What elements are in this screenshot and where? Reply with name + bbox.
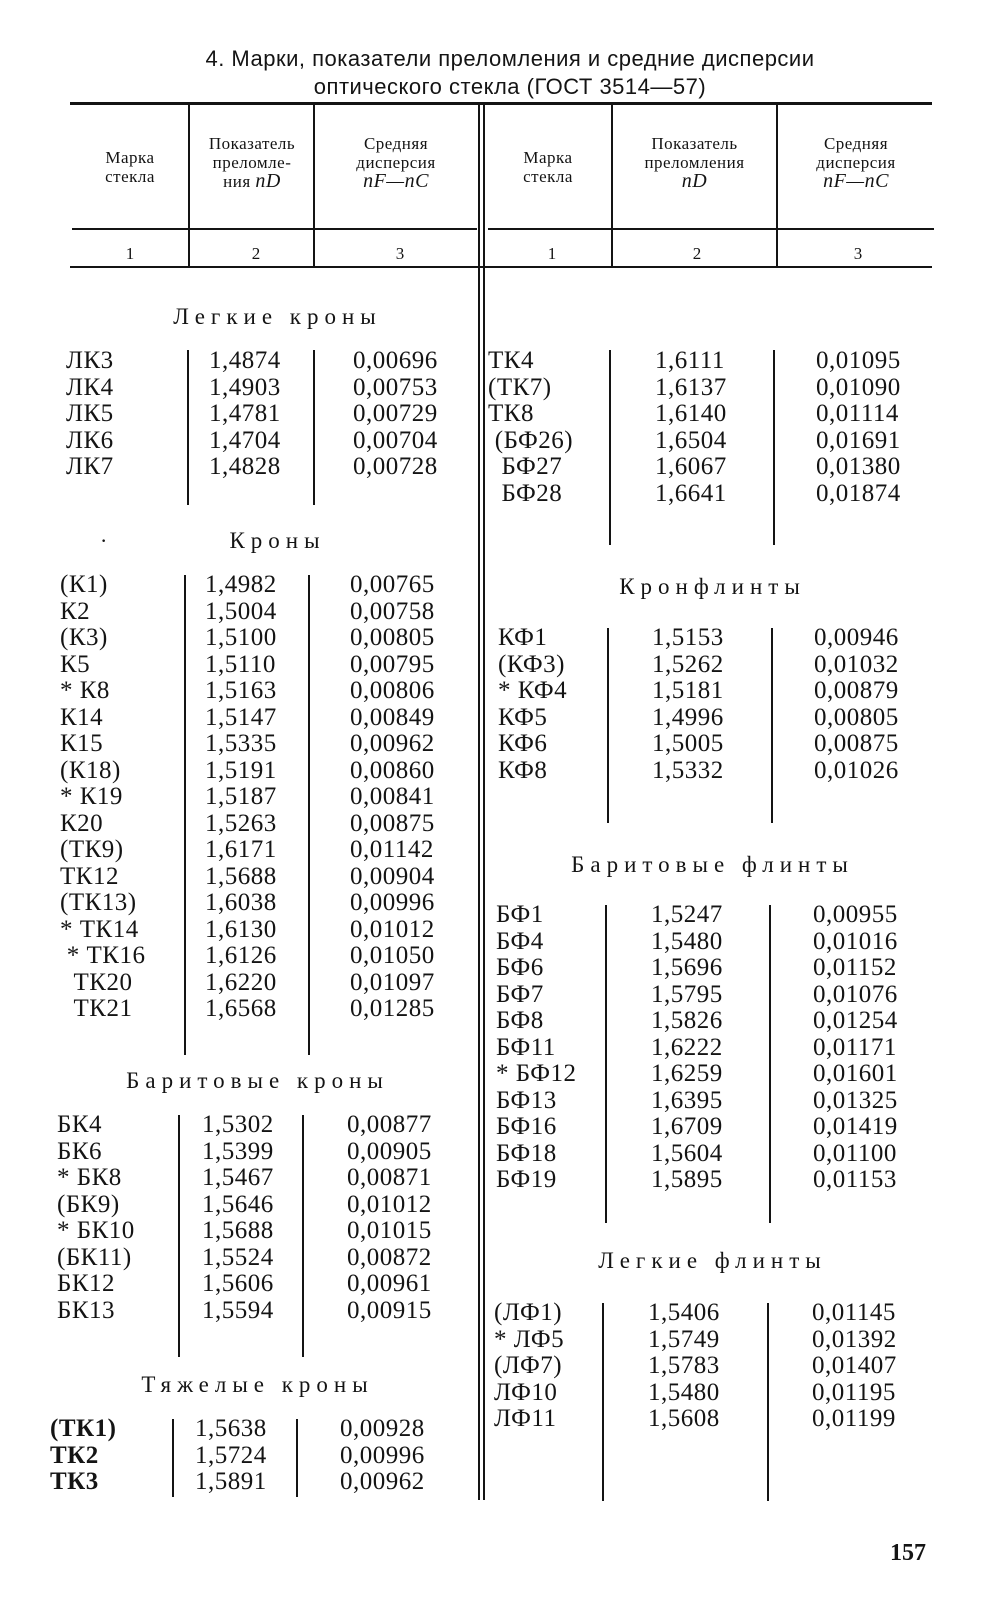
marks-crown-flints	[498, 625, 567, 784]
marks-light-crowns-row: ЛК4	[66, 373, 114, 401]
marks-barite-flints-row: БФ7	[496, 980, 544, 1008]
marks-light-crowns	[66, 348, 114, 481]
disp-crowns-row: 0,00849	[350, 703, 435, 731]
nd-crowns-row: 1,4982	[205, 571, 277, 598]
hdr-index-left	[190, 134, 314, 191]
table-title-line2: оптического стекла (ГОСТ 3514—57)	[313, 74, 707, 99]
hdr-disp-l1: Средняя	[363, 134, 429, 153]
marks-crowns-row: ТК21	[60, 995, 133, 1022]
nd-light-crowns-row: 1,4781	[209, 400, 281, 427]
hdr-mark-r1: Марка	[523, 148, 573, 167]
disp-crown-flints-row: 0,00879	[814, 677, 899, 704]
marks-right-top-row: (БФ26)	[488, 426, 574, 454]
nd-crowns-row: 1,5191	[205, 756, 277, 784]
marks-crown-flints-row: КФ6	[498, 730, 548, 757]
sep-cr-2	[308, 575, 310, 1055]
nd-light-flints	[648, 1300, 720, 1433]
sep-hc-2	[296, 1419, 298, 1497]
disp-crowns-row: 0,01012	[350, 915, 435, 943]
disp-heavy-crowns-row: 0,00928	[340, 1415, 425, 1442]
marks-barite-crowns-row: БК4	[57, 1111, 103, 1138]
disp-barite-flints-row: 0,01016	[813, 927, 898, 955]
nd-right-top-row: 1,6137	[655, 373, 727, 401]
disp-crowns-row: 0,00765	[350, 571, 435, 598]
marks-light-flints-row: ЛФ11	[494, 1405, 557, 1432]
disp-crowns-row: 0,01050	[350, 942, 435, 969]
marks-barite-flints-row: * БФ12	[496, 1060, 577, 1087]
nd-barite-flints-row: 1,5826	[651, 1007, 723, 1034]
nd-light-crowns-row: 1,4874	[209, 347, 281, 374]
disp-right-top-row: 0,01691	[816, 426, 901, 454]
sep-bc-1	[178, 1115, 180, 1357]
disp-crowns-row: 0,00758	[350, 597, 435, 625]
nd-crown-flints-row: 1,5181	[652, 677, 724, 704]
disp-barite-flints-row: 0,01152	[813, 954, 897, 981]
section-crown-flints: Кронфлинты	[619, 574, 806, 599]
disp-crowns-row: 0,01285	[350, 995, 435, 1022]
disp-crowns	[350, 572, 435, 1023]
nd-barite-crowns-row: 1,5524	[202, 1243, 274, 1271]
hdr-index-l3: ния	[223, 172, 251, 191]
nd-barite-flints-row: 1,5696	[651, 954, 723, 981]
disp-crowns-row: 0,00805	[350, 624, 435, 651]
marks-barite-flints-row: БФ11	[496, 1033, 556, 1061]
disp-light-crowns-row: 0,00729	[353, 400, 438, 427]
nd-light-crowns-row: 1,4903	[209, 373, 281, 401]
hdr-disp-r1: Средняя	[823, 134, 889, 153]
disp-right-top-row: 0,01874	[816, 479, 901, 507]
disp-barite-crowns-row: 0,00877	[347, 1111, 432, 1138]
disp-crowns-row: 0,01097	[350, 968, 435, 996]
disp-light-crowns-row: 0,00753	[353, 373, 438, 401]
nd-barite-flints-row: 1,5247	[651, 901, 723, 928]
marks-crowns-row: ТК12	[60, 862, 119, 890]
disp-crown-flints-row: 0,01032	[814, 650, 899, 678]
nd-crown-flints	[652, 625, 724, 784]
sep-cf-2	[771, 628, 773, 823]
marks-crowns-row: (ТК13)	[60, 889, 137, 916]
disp-barite-flints-row: 0,00955	[813, 901, 898, 928]
marks-light-crowns-row: ЛК7	[66, 453, 114, 480]
header-rule-right	[488, 228, 934, 230]
marks-crowns-row: * К19	[60, 783, 123, 810]
nd-barite-crowns-row: 1,5594	[202, 1296, 274, 1324]
sep-rt-1	[609, 350, 611, 545]
marks-right-top	[488, 348, 573, 507]
marks-crowns-row: К5	[60, 650, 91, 678]
nd-crowns-row: 1,5688	[205, 862, 277, 890]
nd-barite-flints	[651, 902, 723, 1194]
hdr-disp-sym-left: nF—nC	[363, 170, 429, 192]
disp-barite-crowns-row: 0,00905	[347, 1137, 432, 1165]
disp-barite-flints-row: 0,01325	[813, 1086, 898, 1114]
hdr-nd-left: nD	[255, 170, 281, 192]
marks-barite-flints-row: БФ18	[496, 1139, 557, 1167]
section-heavy-crowns: Тяжелые кроны	[141, 1372, 374, 1397]
disp-barite-crowns-row: 0,00961	[347, 1270, 432, 1297]
disp-light-flints	[812, 1300, 897, 1433]
disp-right-top-row: 0,01114	[816, 400, 899, 427]
marks-barite-flints-row: БФ4	[496, 927, 544, 955]
marks-barite-flints-row: БФ13	[496, 1086, 557, 1114]
nd-light-flints-row: 1,5749	[648, 1325, 720, 1353]
nd-crowns-row: 1,6126	[205, 942, 277, 969]
disp-right-top-row: 0,01090	[816, 373, 901, 401]
sep-bf-1	[605, 905, 607, 1223]
marks-heavy-crowns-row: ТК2	[50, 1441, 99, 1469]
marks-crowns-row: * ТК16	[60, 942, 146, 969]
marks-barite-flints-row: БФ6	[496, 954, 544, 981]
nd-right-top	[655, 348, 727, 507]
disp-barite-flints	[813, 902, 898, 1194]
nd-crown-flints-row: 1,5332	[652, 756, 724, 784]
section-light-crowns: Легкие кроны	[173, 304, 382, 329]
sep-cr-1	[184, 575, 186, 1055]
hdr-index-right	[613, 134, 776, 191]
marks-barite-crowns-row: (БК11)	[57, 1243, 132, 1271]
marks-crowns-row: К15	[60, 730, 104, 757]
disp-light-flints-row: 0,01392	[812, 1325, 897, 1353]
nd-barite-crowns-row: 1,5688	[202, 1217, 274, 1244]
nd-crowns-row: 1,6130	[205, 915, 277, 943]
nd-right-top-row: 1,6641	[655, 479, 727, 507]
nd-light-flints-row: 1,5406	[648, 1299, 720, 1326]
marks-heavy-crowns-row: (ТК1)	[50, 1415, 117, 1442]
marks-light-flints-row: * ЛФ5	[494, 1325, 565, 1353]
nd-crown-flints-row: 1,5262	[652, 650, 724, 678]
nd-barite-crowns-row: 1,5646	[202, 1190, 274, 1218]
disp-crown-flints-row: 0,00946	[814, 624, 899, 651]
nd-barite-flints-row: 1,5895	[651, 1166, 723, 1193]
marks-barite-flints-row: БФ8	[496, 1007, 544, 1034]
nd-crowns-row: 1,5335	[205, 730, 277, 757]
marks-crowns-row: (К1)	[60, 571, 108, 598]
section-barite-flints: Баритовые флинты	[571, 852, 854, 877]
disp-crowns-row: 0,01142	[350, 836, 434, 863]
colnum-1-right: 1	[547, 244, 557, 263]
hdr-index-r2: преломления	[644, 153, 745, 172]
marks-heavy-crowns	[50, 1416, 116, 1496]
marks-crown-flints-row: КФ5	[498, 703, 548, 731]
disp-crown-flints	[814, 625, 899, 784]
hdr-index-l1: Показатель	[208, 134, 296, 153]
marks-light-flints-row: (ЛФ7)	[494, 1352, 563, 1379]
hdr-disp-l2: дисперсия	[356, 153, 436, 172]
disp-crowns-row: 0,00996	[350, 889, 435, 916]
disp-crown-flints-row: 0,00805	[814, 703, 899, 731]
nd-light-flints-row: 1,5480	[648, 1378, 720, 1406]
nd-light-flints-row: 1,5608	[648, 1405, 720, 1432]
hdr-mark-r2: стекла	[523, 167, 573, 186]
nd-barite-crowns-row: 1,5302	[202, 1111, 274, 1138]
disp-barite-flints-row: 0,01100	[813, 1139, 897, 1167]
marks-barite-flints	[496, 902, 576, 1194]
disp-barite-flints-row: 0,01171	[813, 1033, 897, 1061]
hdr-index-l2: преломле-	[212, 153, 292, 172]
disp-right-top-row: 0,01380	[816, 453, 901, 480]
marks-barite-flints-row: БФ16	[496, 1113, 557, 1140]
nd-crown-flints-row: 1,5005	[652, 730, 724, 757]
nd-right-top-row: 1,6504	[655, 426, 727, 454]
hdr-sep-mid-b	[483, 105, 485, 1500]
nd-light-flints-row: 1,5783	[648, 1352, 720, 1379]
colnum-3-right: 3	[853, 244, 863, 263]
marks-crowns-row: * ТК14	[60, 915, 139, 943]
colnum-2-left: 2	[251, 244, 261, 263]
disp-crowns-row: 0,00904	[350, 862, 435, 890]
disp-crowns-row: 0,00875	[350, 809, 435, 837]
header-rule-left	[72, 228, 477, 230]
marks-barite-crowns	[57, 1112, 135, 1324]
nd-barite-flints-row: 1,6259	[651, 1060, 723, 1087]
marks-barite-crowns-row: БК12	[57, 1270, 116, 1297]
disp-light-flints-row: 0,01407	[812, 1352, 897, 1379]
disp-barite-crowns-row: 0,00915	[347, 1296, 432, 1324]
marks-right-top-row: БФ28	[488, 479, 563, 507]
disp-crowns-row: 0,00806	[350, 677, 435, 704]
marks-right-top-row: БФ27	[488, 453, 563, 480]
marks-crowns-row: (К18)	[60, 756, 121, 784]
stray-dot: ·	[100, 528, 108, 553]
nd-crown-flints-row: 1,4996	[652, 703, 724, 731]
section-barite-crowns: Баритовые кроны	[126, 1068, 389, 1093]
hdr-mark-l2: стекла	[105, 167, 155, 186]
disp-barite-crowns-row: 0,00871	[347, 1164, 432, 1191]
hdr-disp-r2: дисперсия	[816, 153, 896, 172]
disp-light-crowns	[353, 348, 438, 481]
nd-heavy-crowns	[195, 1416, 267, 1496]
disp-crowns-row: 0,00795	[350, 650, 435, 678]
marks-light-flints-row: (ЛФ1)	[494, 1299, 563, 1326]
marks-heavy-crowns-row: ТК3	[50, 1468, 99, 1495]
marks-barite-crowns-row: * БК10	[57, 1217, 135, 1244]
colnum-rule	[70, 266, 932, 268]
marks-barite-crowns-row: БК13	[57, 1296, 116, 1324]
disp-crowns-row: 0,00860	[350, 756, 435, 784]
hdr-mark-l1: Марка	[105, 148, 155, 167]
nd-crowns-row: 1,6568	[205, 995, 277, 1022]
marks-light-crowns-row: ЛК6	[66, 426, 114, 454]
sep-lc-1	[187, 350, 189, 505]
nd-heavy-crowns-row: 1,5891	[195, 1468, 267, 1495]
disp-right-top	[816, 348, 901, 507]
marks-light-flints	[494, 1300, 564, 1433]
marks-crowns-row: К14	[60, 703, 104, 731]
marks-barite-flints-row: БФ1	[496, 901, 544, 928]
disp-barite-crowns-row: 0,01015	[347, 1217, 432, 1244]
marks-barite-crowns-row: (БК9)	[57, 1190, 120, 1218]
nd-crowns-row: 1,5147	[205, 703, 277, 731]
disp-heavy-crowns-row: 0,00962	[340, 1468, 425, 1495]
disp-light-flints-row: 0,01145	[812, 1299, 896, 1326]
hdr-mark-left	[74, 148, 186, 186]
marks-crowns-row: К20	[60, 809, 104, 837]
disp-crown-flints-row: 0,00875	[814, 730, 899, 757]
hdr-sep-mid-a	[478, 105, 480, 1500]
marks-barite-crowns-row: БК6	[57, 1137, 103, 1165]
hdr-nd-right: nD	[681, 170, 708, 192]
disp-barite-flints-row: 0,01076	[813, 980, 898, 1008]
marks-crowns	[60, 572, 145, 1023]
disp-barite-flints-row: 0,01153	[813, 1166, 897, 1193]
marks-crowns-row: * К8	[60, 677, 110, 704]
nd-heavy-crowns-row: 1,5724	[195, 1441, 267, 1469]
sep-rt-2	[773, 350, 775, 545]
sep-bc-2	[302, 1115, 304, 1357]
disp-light-flints-row: 0,01199	[812, 1405, 896, 1432]
nd-crowns-row: 1,6220	[205, 968, 277, 996]
colnum-3-left: 3	[395, 244, 405, 263]
nd-barite-crowns	[202, 1112, 274, 1324]
nd-light-crowns-row: 1,4828	[209, 453, 281, 480]
marks-crowns-row: (К3)	[60, 624, 108, 651]
nd-barite-flints-row: 1,5604	[651, 1139, 723, 1167]
disp-light-crowns-row: 0,00696	[353, 347, 438, 374]
marks-crown-flints-row: * КФ4	[498, 677, 568, 704]
sep-lc-2	[313, 350, 315, 505]
marks-light-crowns-row: ЛК5	[66, 400, 114, 427]
nd-crowns-row: 1,6171	[205, 836, 277, 863]
nd-barite-crowns-row: 1,5467	[202, 1164, 274, 1191]
nd-crowns	[205, 572, 277, 1023]
nd-light-crowns-row: 1,4704	[209, 426, 281, 454]
nd-heavy-crowns-row: 1,5638	[195, 1415, 267, 1442]
nd-crown-flints-row: 1,5153	[652, 624, 724, 651]
page-number: 157	[890, 1540, 926, 1566]
disp-right-top-row: 0,01095	[816, 347, 901, 374]
disp-crowns-row: 0,00962	[350, 730, 435, 757]
nd-light-crowns	[209, 348, 281, 481]
nd-crowns-row: 1,5163	[205, 677, 277, 704]
nd-right-top-row: 1,6111	[655, 347, 725, 374]
top-rule	[70, 102, 932, 105]
marks-crowns-row: К2	[60, 597, 91, 625]
disp-heavy-crowns-row: 0,00996	[340, 1441, 425, 1469]
nd-barite-flints-row: 1,6709	[651, 1113, 723, 1140]
disp-light-crowns-row: 0,00704	[353, 426, 438, 454]
marks-crowns-row: ТК20	[60, 968, 133, 996]
nd-barite-flints-row: 1,6395	[651, 1086, 723, 1114]
nd-barite-flints-row: 1,5795	[651, 980, 723, 1008]
marks-crowns-row: (ТК9)	[60, 836, 124, 863]
disp-heavy-crowns	[340, 1416, 425, 1496]
disp-light-crowns-row: 0,00728	[353, 453, 438, 480]
sep-cf-1	[607, 628, 609, 823]
nd-barite-flints-row: 1,5480	[651, 927, 723, 955]
disp-barite-crowns-row: 0,00872	[347, 1243, 432, 1271]
sep-bf-2	[769, 905, 771, 1223]
disp-barite-flints-row: 0,01419	[813, 1113, 898, 1140]
colnum-2-right: 2	[692, 244, 702, 263]
nd-right-top-row: 1,6067	[655, 453, 727, 480]
marks-right-top-row: (ТК7)	[488, 373, 552, 401]
hdr-index-r1: Показатель	[651, 134, 738, 153]
nd-barite-crowns-row: 1,5399	[202, 1137, 274, 1165]
table-title-line1: 4. Марки, показатели преломления и средние дисперсии	[205, 46, 815, 71]
sep-lf-1	[602, 1303, 604, 1501]
disp-crown-flints-row: 0,01026	[814, 756, 899, 784]
hdr-disp-sym-right: nF—nC	[823, 170, 889, 192]
colnum-1-left: 1	[125, 244, 135, 263]
nd-crowns-row: 1,5187	[205, 783, 277, 810]
nd-crowns-row: 1,5110	[205, 650, 276, 678]
marks-crown-flints-row: КФ8	[498, 756, 548, 784]
marks-barite-flints-row: БФ19	[496, 1166, 557, 1193]
marks-crown-flints-row: (КФ3)	[498, 650, 565, 678]
nd-right-top-row: 1,6140	[655, 400, 727, 427]
marks-crown-flints-row: КФ1	[498, 624, 548, 651]
marks-right-top-row: ТК4	[488, 347, 534, 374]
disp-barite-flints-row: 0,01254	[813, 1007, 898, 1034]
disp-barite-flints-row: 0,01601	[813, 1060, 898, 1087]
disp-barite-crowns-row: 0,01012	[347, 1190, 432, 1218]
hdr-disp-right	[778, 134, 934, 191]
nd-crowns-row: 1,5004	[205, 597, 277, 625]
nd-barite-crowns-row: 1,5606	[202, 1270, 274, 1297]
marks-right-top-row: ТК8	[488, 400, 534, 427]
marks-barite-crowns-row: * БК8	[57, 1164, 122, 1191]
marks-light-crowns-row: ЛК3	[66, 347, 114, 374]
nd-barite-flints-row: 1,6222	[651, 1033, 723, 1061]
hdr-mark-right	[486, 148, 610, 186]
nd-crowns-row: 1,6038	[205, 889, 277, 916]
disp-crowns-row: 0,00841	[350, 783, 435, 810]
section-crowns: Кроны	[229, 528, 326, 553]
nd-crowns-row: 1,5263	[205, 809, 277, 837]
disp-barite-crowns	[347, 1112, 432, 1324]
sep-lf-2	[767, 1303, 769, 1501]
disp-light-flints-row: 0,01195	[812, 1378, 896, 1406]
nd-crowns-row: 1,5100	[205, 624, 277, 651]
marks-light-flints-row: ЛФ10	[494, 1378, 558, 1406]
sep-hc-1	[172, 1419, 174, 1497]
hdr-disp-left	[316, 134, 476, 191]
section-light-flints: Легкие флинты	[598, 1248, 827, 1273]
